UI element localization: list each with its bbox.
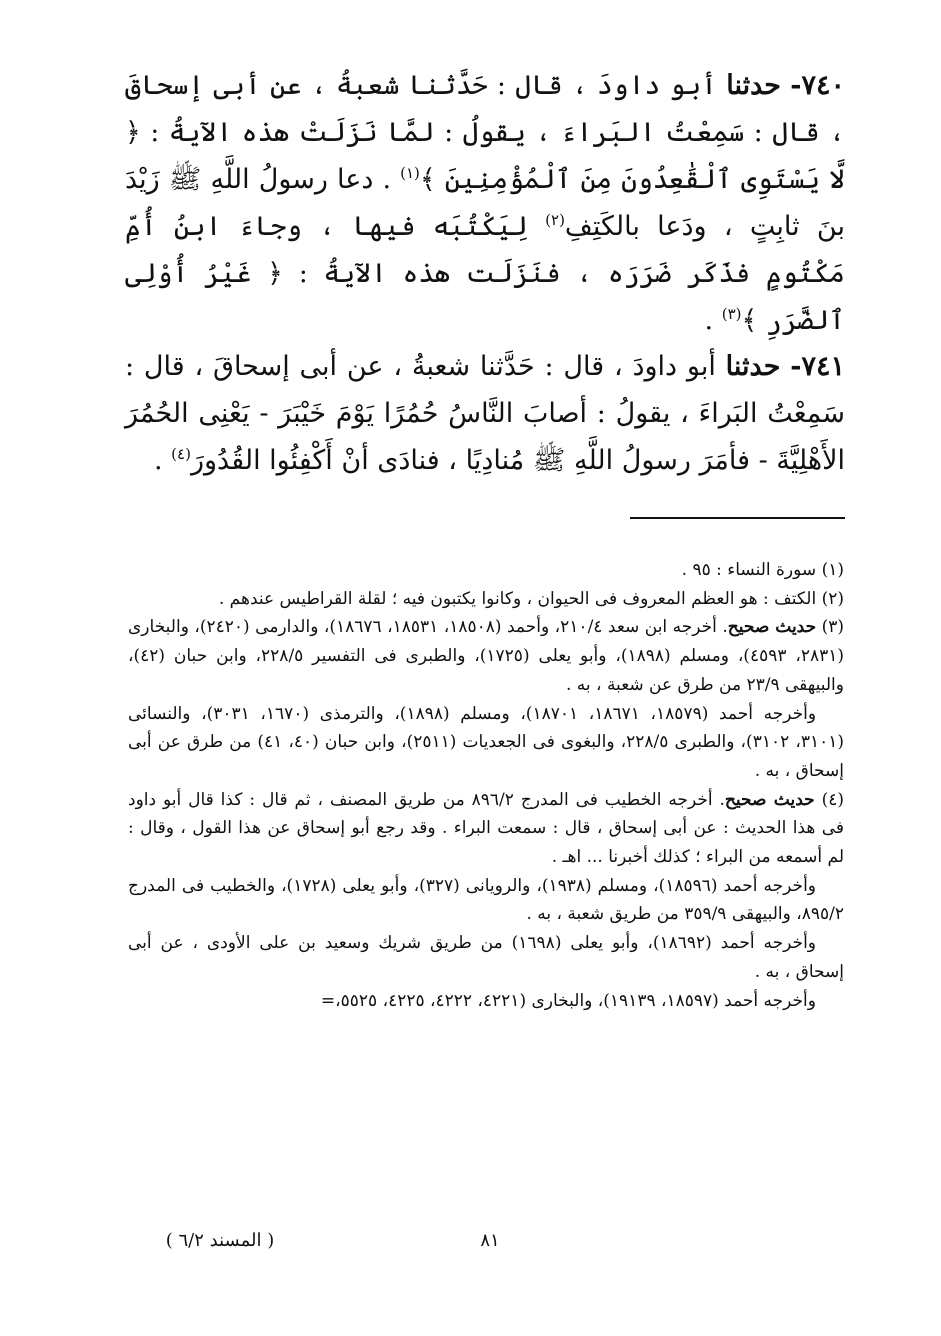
footnote-ref: (٣) <box>721 305 742 323</box>
footnotes <box>128 556 844 1015</box>
footnote-ref: (١) <box>400 164 420 182</box>
footnote-label: (٤) <box>821 789 844 810</box>
footnote-2: (٢) الكتف : هو العظم المعروف فى الحيوان ، وكانوا يكتبون فيه ؛ لقلة القراطيس عندهم . <box>218 588 844 609</box>
footnote-ref: (٤) <box>171 445 191 463</box>
grading-label: حديث صحيح <box>727 617 817 638</box>
footnote-4-cont: وأخرجه أحمد (١٨٥٩٦)، ومسلم (١٩٣٨)، والرويانى (٣٢٧)، وأبو يعلى (١٧٢٨)، والخطيب فى المدرج ٨٩٥/٢، والبيهقى ٣٥٩/٩ من طريق شعبة ، به . <box>128 875 844 925</box>
hadith-text: لِيَكْتُبَه فيها ، وجاءَ ابنُ أُمِّ مَكْتُومٍ فذَكَر ضَرَرَه ، فنَزَلَت هذه الآيةُ : ﴿ غَيْرُ أُوْلِى ٱلضَّرَرِ ﴾ <box>125 211 845 336</box>
footnote-label: (٣) <box>821 617 845 638</box>
hadith-number: ٧٤٠- <box>790 70 845 101</box>
footnote-4-cont: وأخرجه أحمد (١٨٥٩٧، ١٩١٣٩)، والبخارى (٤٢٢١، ٤٢٢٢، ٤٢٢٥، ٥٥٢٥،= <box>320 990 816 1011</box>
hadith-number: ٧٤١- <box>790 351 845 382</box>
hadith-741 <box>125 343 845 484</box>
hadith-lead: حدثنا <box>725 351 781 382</box>
hadith-text: . دعا رسولُ اللَّهِ ﷺ زَيْدَ بنَ ثابِتٍ ، ودَعا بالكَتِفِ <box>125 164 845 242</box>
footnote-text: . أخرجه الخطيب فى المدرج ٨٩٦/٢ من طريق المصنف ، ثم قال : كذا قال أبو داود فى هذا الحديث : عن أبى إسحاق ، قال : سمعت البراء . وقد رجع أبو إسحاق عن هذا القول ، وقال : لم أسمعه من البراء ؛ كذلك أخبرنا ... اهـ . <box>128 789 844 868</box>
hadith-lead: حدثنا <box>726 70 781 101</box>
footnote-4-cont: وأخرجه أحمد (١٨٦٩٢)، وأبو يعلى (١٦٩٨) من طريق شريك وسعيد بن على الأودى ، عن أبى إسحاق ، به . <box>128 933 844 982</box>
hadith-text: أبو داودَ ، قال : حَدَّثنا شعبةُ ، عن أبى إسحاقَ ، قال : سَمِعْتُ البَراءَ ، يقولُ : لمَّا نَزَلَتْ هذه الآيةُ : ﴿ لَّا يَسْتَوِى ٱلْقَٰعِدُونَ مِنَ ٱلْمُؤْمِنِينَ ﴾ <box>125 70 845 195</box>
hadith-end: . <box>704 305 714 336</box>
hadith-text: أبو داودَ ، قال : حَدَّثنا شعبةُ ، عن أبى إسحاقَ ، قال : سَمِعْتُ البَراءَ ، يقولُ : أصابَ النَّاسُ حُمُرًا يَوْمَ خَيْبَرَ - يَعْنِى الحُمُرَ الأَهْلِيَّةَ - فأمَرَ رسولُ اللَّهِ ﷺ مُنادِيًا ، فنادَى أنْ أَكْفِئُوا القُدُورَ <box>125 351 845 476</box>
footnote-1: (١) سورة النساء : ٩٥ . <box>681 560 844 580</box>
footnote-ref: (٢) <box>545 211 565 229</box>
footnote-text: . أخرجه ابن سعد ٢١٠/٤، وأحمد (١٨٥٠٨، ١٨٥٣١، ١٨٦٧٦)، والدارمى (٢٤٢٠)، والبخارى (٢٨٣١، ٤٥٩٣)، ومسلم (١٨٩٨)، وأبو يعلى (١٧٢٥)، والطبرى فى التفسير ٢٢٨/٥، وابن حبان (٤٢)، والبيهقى ٢٣/٩ من طرق عن شعبة ، به . <box>128 617 844 695</box>
footnote-4 <box>128 786 844 872</box>
hadith-740 <box>125 62 845 344</box>
grading-label: حديث صحيح <box>724 789 815 810</box>
footnote-3-cont: وأخرجه أحمد (١٨٥٧٩، ١٨٦٧١، ١٨٧٠١)، ومسلم (١٨٩٨)، والترمذى (١٦٧٠، ٣٠٣١)، والنسائى (٣١٠١، ٣١٠٢)، والطبرى ٢٢٨/٥، والبغوى فى الجعديات (٢٥١١)، وابن حبان (٤٠، ٤١) من طرق عن أبى إسحاق ، به . <box>128 703 845 781</box>
page-number: ٨١ <box>480 1230 500 1251</box>
hadith-end: . <box>153 445 163 476</box>
footnote-separator <box>630 517 845 519</box>
footnote-3 <box>128 613 844 699</box>
volume-signature: ( المسند ٦/٢ ) <box>165 1230 275 1251</box>
